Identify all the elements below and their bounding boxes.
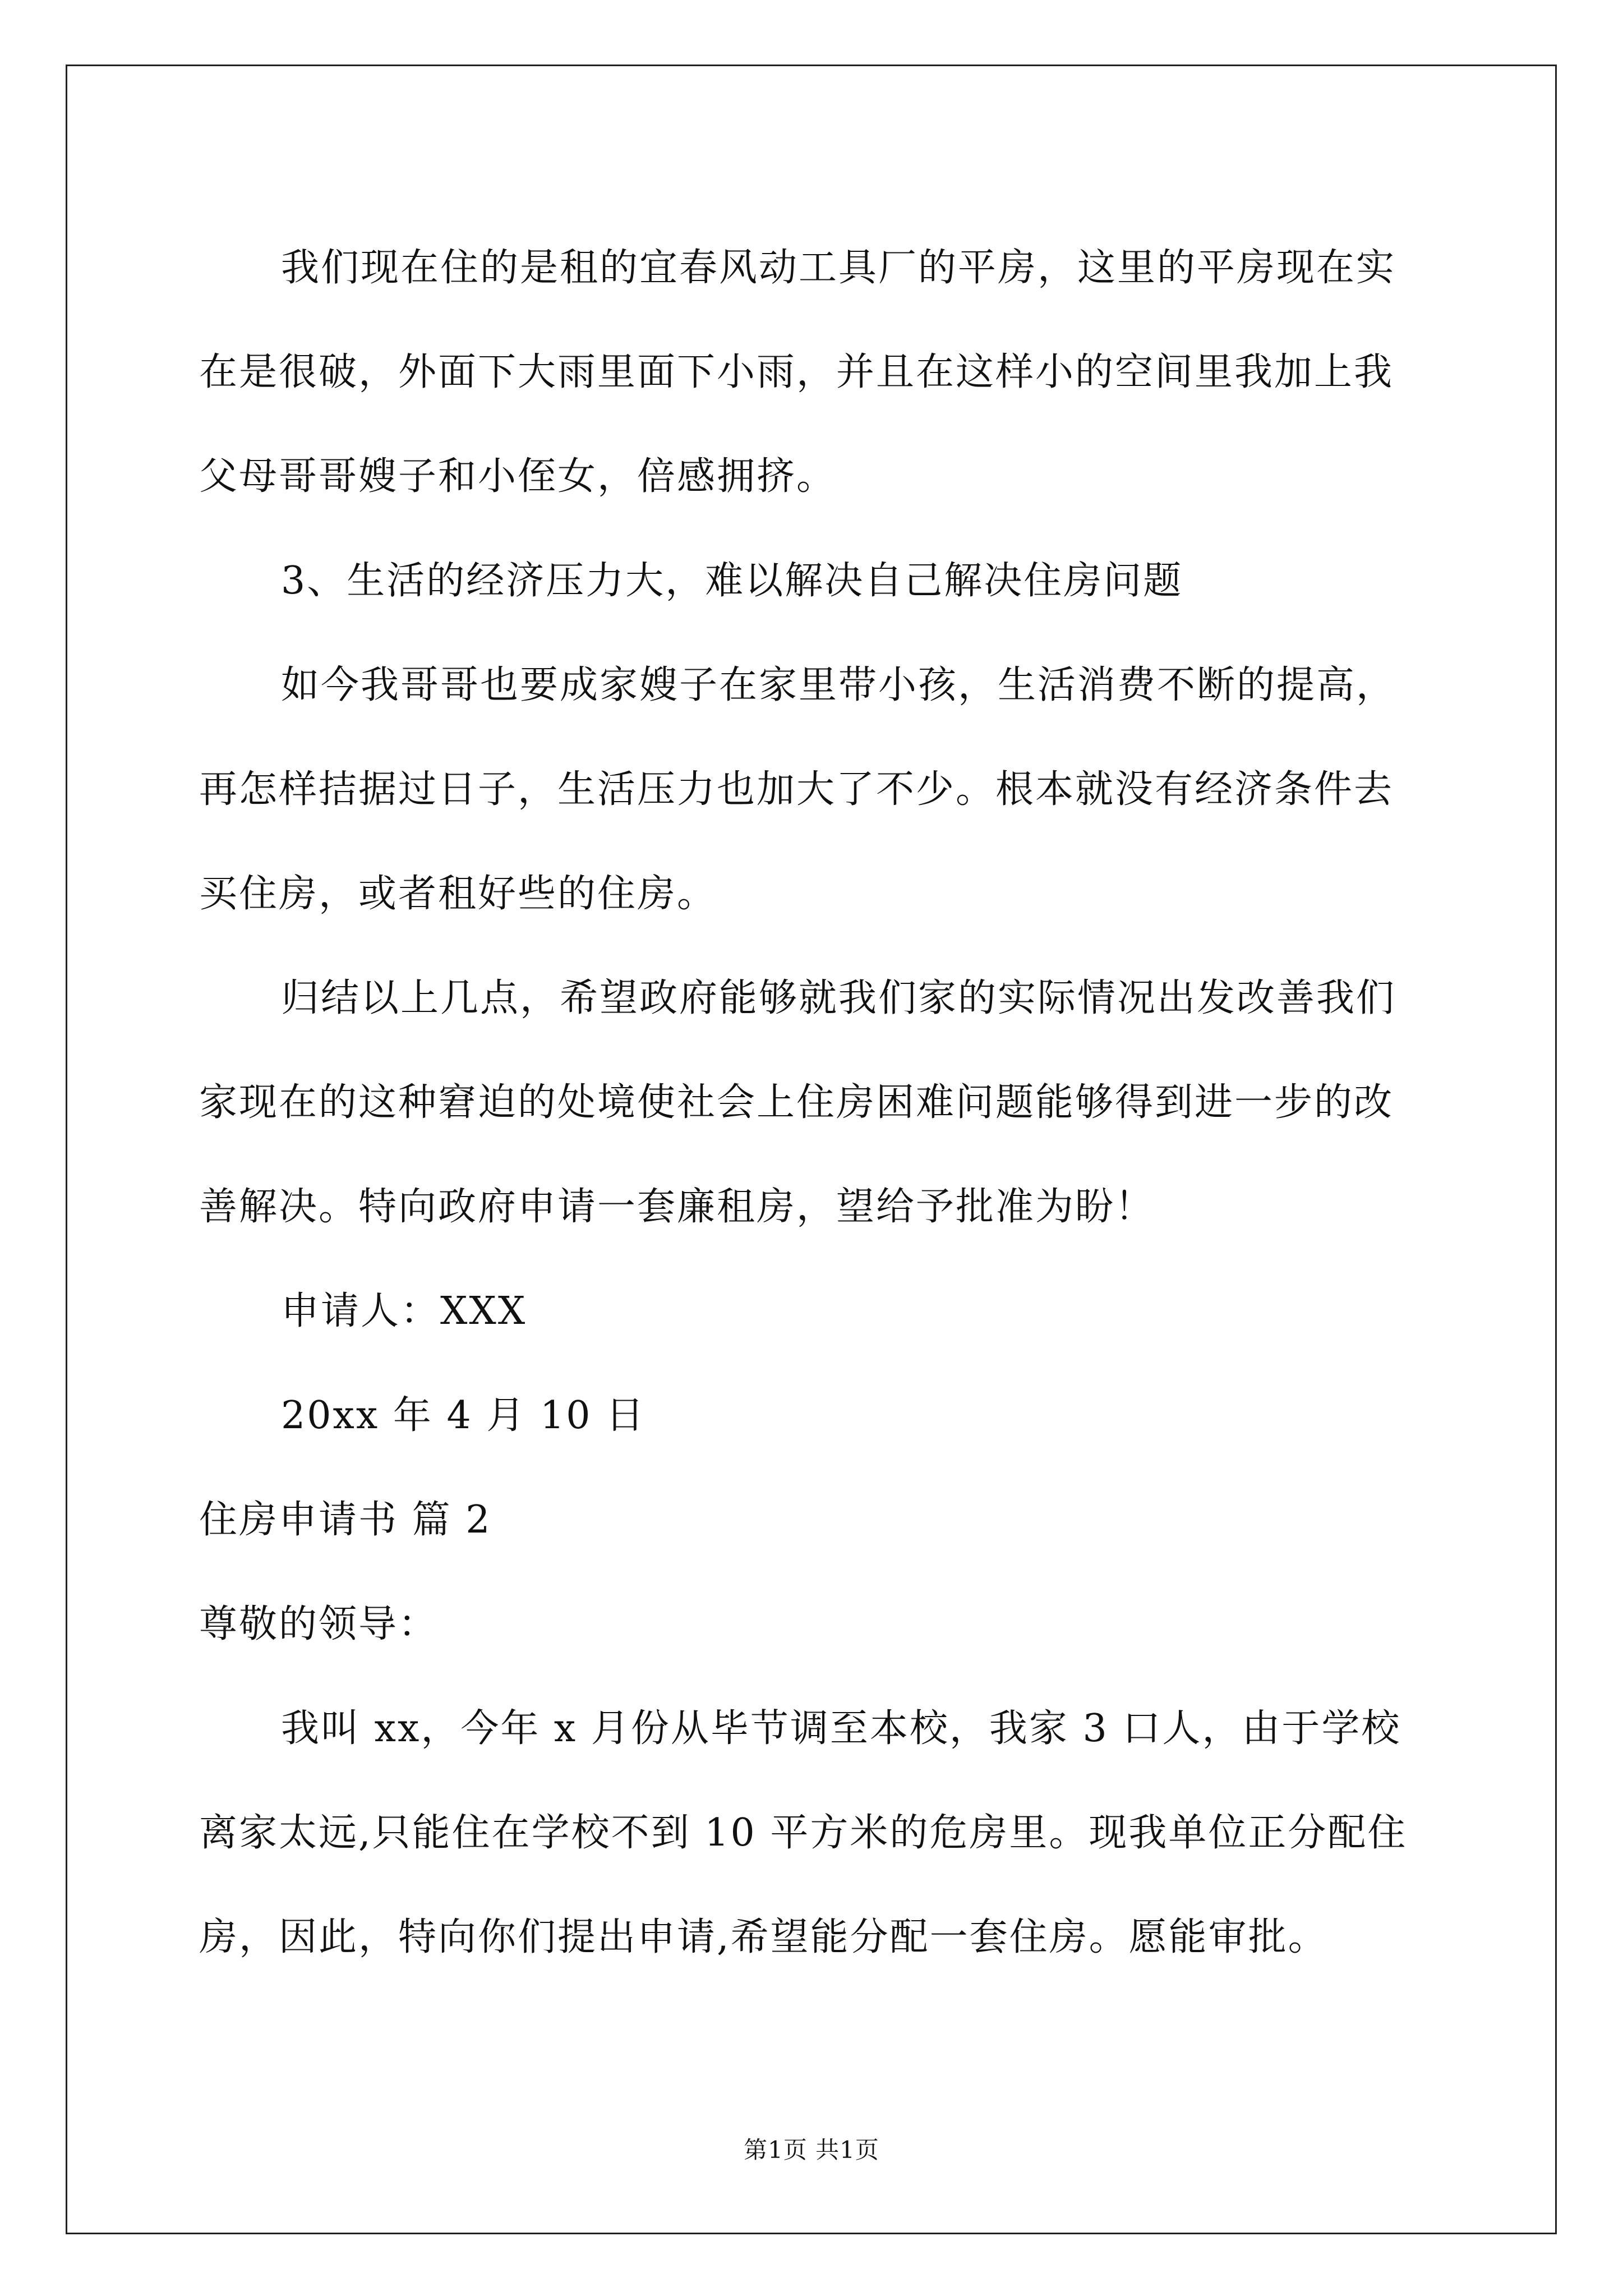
applicant-signature: 申请人：XXX [281, 1289, 527, 1333]
paragraph-application-body: 我叫 xx，今年 x 月份从毕节调至本校，我家 3 口人，由于学校离家太远,只能住在学校不到 10 平方米的危房里。现我单位正分配住房，因此，特向你们提出申请,希望能分配一套住房。愿能审批。 [199, 1706, 1408, 1959]
page-footer: 第1页 共1页 [744, 2136, 879, 2164]
paragraph-heading-economic-pressure: 3、生活的经济压力大，难以解决自己解决住房问题 [281, 559, 1183, 603]
section-title: 住房申请书 篇 2 [199, 1498, 492, 1542]
application-date: 20xx 年 4 月 10 日 [281, 1393, 646, 1438]
salutation: 尊敬的领导： [199, 1602, 439, 1646]
paragraph-housing-condition: 我们现在住的是租的宜春风动工具厂的平房，这里的平房现在实在是很破，外面下大雨里面下小雨，并且在这样小的空间里我加上我父母哥哥嫂子和小侄女，倍感拥挤。 [199, 246, 1396, 499]
paragraph-request: 归结以上几点，希望政府能够就我们家的实际情况出发改善我们家现在的这种窘迫的处境使社会上住房困难问题能够得到进一步的改善解决。特向政府申请一套廉租房，望给予批准为盼！ [199, 976, 1396, 1229]
paragraph-living-costs: 如今我哥哥也要成家嫂子在家里带小孩，生活消费不断的提高，再怎样拮据过日子，生活压力也加大了不少。根本就没有经济条件去买住房，或者租好些的住房。 [199, 663, 1396, 916]
document-body [199, 216, 1422, 1990]
